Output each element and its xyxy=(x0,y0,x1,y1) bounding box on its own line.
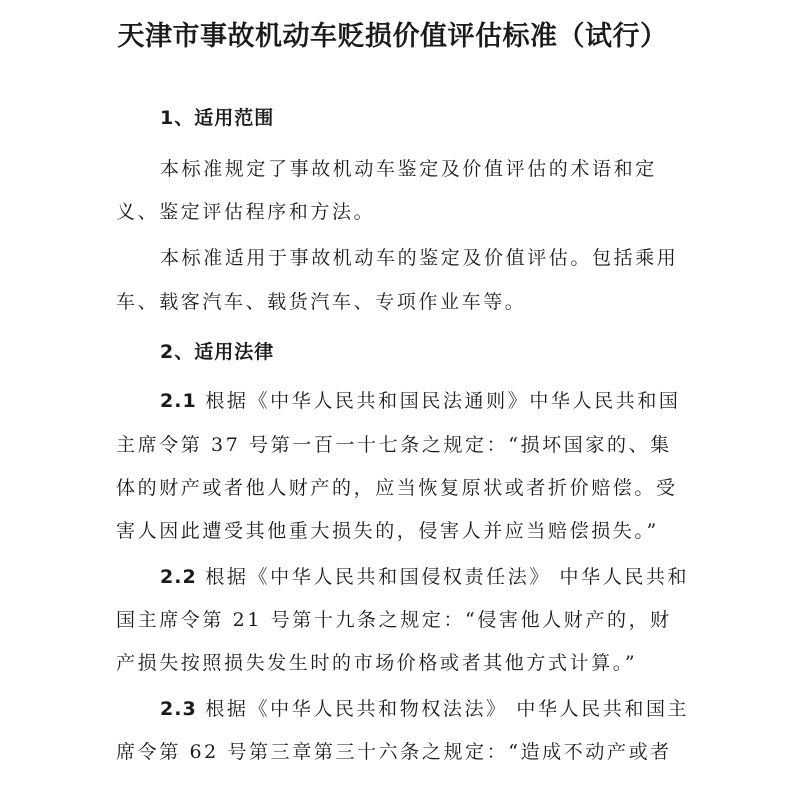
paragraph-line: 本标准规定了事故机动车鉴定及价值评估的术语和定 xyxy=(160,158,657,180)
paragraph-line: 本标准适用于事故机动车的鉴定及价值评估。包括乘用 xyxy=(160,247,679,269)
clause-text: 根据《中华人民共和国侵权责任法》 中华人民共和 xyxy=(205,566,690,588)
paragraph-line: 车、载客汽车、载货汽车、专项作业车等。 xyxy=(116,291,527,313)
paragraph-line: 义、鉴定评估程序和方法。 xyxy=(116,201,376,223)
paragraph-line: 害人因此遭受其他重大损失的，侵害人并应当赔偿损失。” xyxy=(116,520,659,542)
paragraph-line: 产损失按照损失发生时的市场价格或者其他方式计算。” xyxy=(116,652,638,674)
section-heading-law: 2、适用法律 xyxy=(160,341,275,363)
paragraph-line: 国主席令第 21 号第十九条之规定：“侵害他人财产的，财 xyxy=(116,609,672,631)
section-heading-scope: 1、适用范围 xyxy=(160,107,275,129)
paragraph-line: 主席令第 37 号第一百一十七条之规定：“损坏国家的、集 xyxy=(116,434,672,456)
clause-number: 2.3 xyxy=(160,698,197,720)
clause-number: 2.1 xyxy=(160,390,197,412)
clause-2-1-first-line xyxy=(160,389,681,413)
paragraph-line: 体的财产或者他人财产的，应当恢复原状或者折价赔偿。受 xyxy=(116,477,678,499)
clause-text: 根据《中华人民共和物权法法》 中华人民共和国主 xyxy=(205,698,690,720)
clause-number: 2.2 xyxy=(160,566,197,588)
clause-2-2-first-line xyxy=(160,565,689,589)
clause-2-3-first-line xyxy=(160,697,689,721)
document-title: 天津市事故机动车贬损价值评估标准（试行） xyxy=(117,21,668,52)
clause-text: 根据《中华人民共和国民法通则》中华人民共和国 xyxy=(205,390,681,412)
paragraph-line: 席令第 62 号第三章第三十六条之规定：“造成不动产或者 xyxy=(116,741,672,763)
